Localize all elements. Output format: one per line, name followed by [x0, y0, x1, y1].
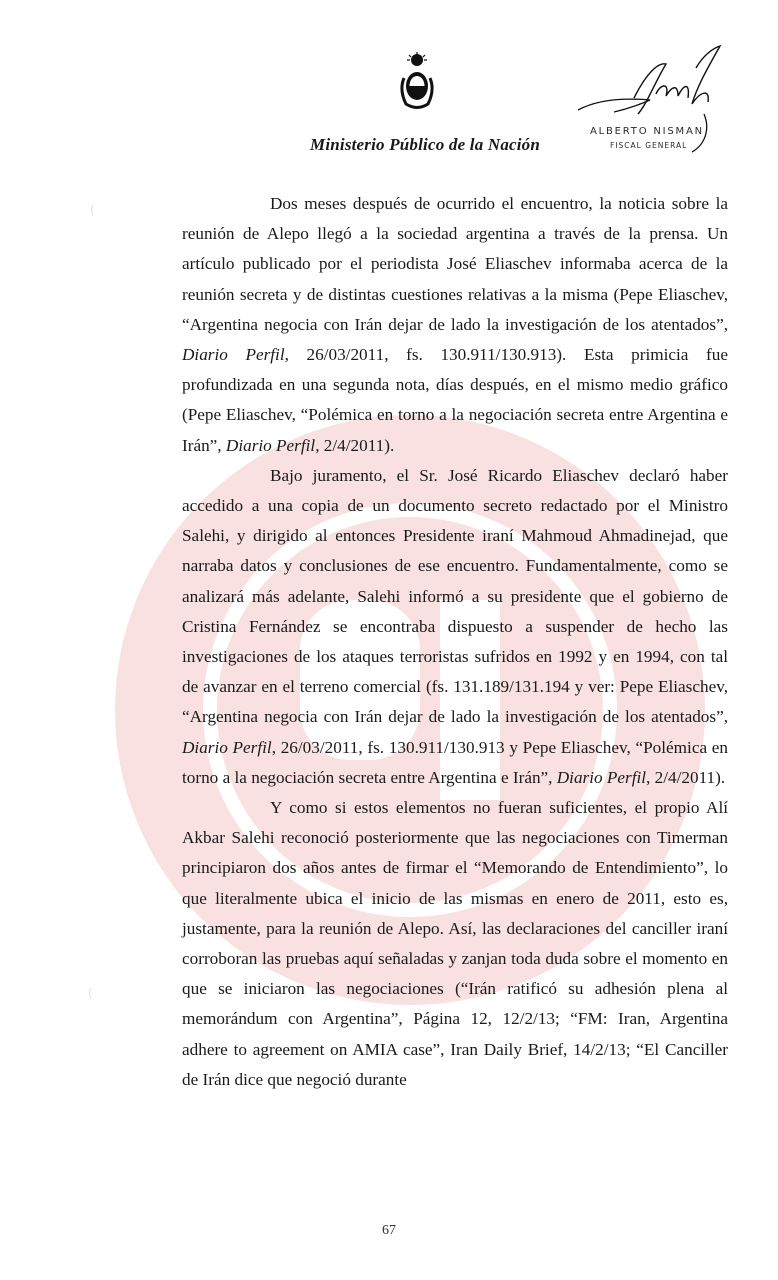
margin-mark: (: [90, 203, 95, 217]
paragraph: [182, 189, 728, 461]
paragraph: [182, 461, 728, 793]
paragraph-text: , 26/03/2011, fs. 130.911/130.913). Esta primicia fue profundizada en una segunda nota, días después, en el mismo medio gráfico (Pepe Eliaschev, “Polémica en torno a la negociación secreta entre Argentina e Irán”,: [182, 345, 728, 455]
source-title: Diario Perfil: [556, 767, 647, 787]
page-number: 67: [382, 1223, 396, 1238]
body-text: [182, 189, 728, 1095]
signature-title: FISCAL GENERAL: [610, 141, 688, 150]
ministry-title: Ministerio Público de la Nación: [310, 135, 541, 154]
paragraph-text: , 2/4/2011).: [646, 767, 726, 787]
handwritten-signature: [574, 44, 734, 154]
paragraph-text: Dos meses después de ocurrido el encuentro, la noticia sobre la reunión de Alepo llegó a la sociedad argentina a través de la prensa. Un artículo publicado por el periodista José Eliaschev informaba acerca de la reunión secreta y de distintas cuestiones relativas a la misma (Pepe Eliaschev, “Argentina negocia con Irán dejar de lado la investigación de los atentados”,: [182, 194, 728, 334]
paragraph-text: , 26/03/2011, fs. 130.911/130.913 y Pepe Eliaschev, “Polémica en torno a la negociación secreta entre Argentina e Irán”,: [182, 737, 729, 787]
argentine-coat-of-arms-icon: [398, 52, 436, 112]
paragraph-text: , 2/4/2011).: [315, 435, 395, 455]
source-title: Diario Perfil: [225, 435, 316, 455]
source-title: Diario Perfil: [182, 737, 272, 757]
paragraph: [182, 793, 728, 1095]
paragraph-text: Y como si estos elementos no fueran suficientes, el propio Alí Akbar Salehi reconoció posteriormente que las negociaciones con Timerman principiaron dos años antes de firmar el “Memorando de Entendimiento”, lo que literalmente ubica el inicio de las mismas en enero de 2011, esto es, justamente, para la reunión de Alepo. Así, las declaraciones del canciller iraní corroboran las pruebas aquí señaladas y zanjan toda duda sobre el momento en que se iniciaron las negociaciones (“Irán ratificó su adhesión plena al memorándum con Argentina”, Página 12, 12/2/13; “FM: Iran, Argentina adhere to agreement on AMIA case”, Iran Daily Brief, 14/2/13; “El Canciller de Irán dice que negoció durante: [182, 798, 728, 1089]
margin-mark: (: [88, 986, 93, 1000]
paragraph-text: Bajo juramento, el Sr. José Ricardo Eliaschev declaró haber accedido a una copia de un documento secreto redactado por el Ministro Salehi, y dirigido al entonces Presidente iraní Mahmoud Ahmadinejad, que narraba datos y conclusiones de ese encuentro. Fundamentalmente, como se analizará más adelante, Salehi informó a su presidente que el gobierno de Cristina Fernández se encontraba dispuesto a suspender de hecho las investigaciones de los ataques terroristas sufridos en 1992 y en 1994, con tal de avanzar en el terreno comercial (fs. 131.189/131.194 y ver: Pepe Eliaschev, “Argentina negocia con Irán dejar de lado la investigación de los atentados”,: [182, 465, 728, 727]
source-title: Diario Perfil: [182, 345, 285, 365]
signature-name: ALBERTO NISMAN: [590, 126, 704, 137]
